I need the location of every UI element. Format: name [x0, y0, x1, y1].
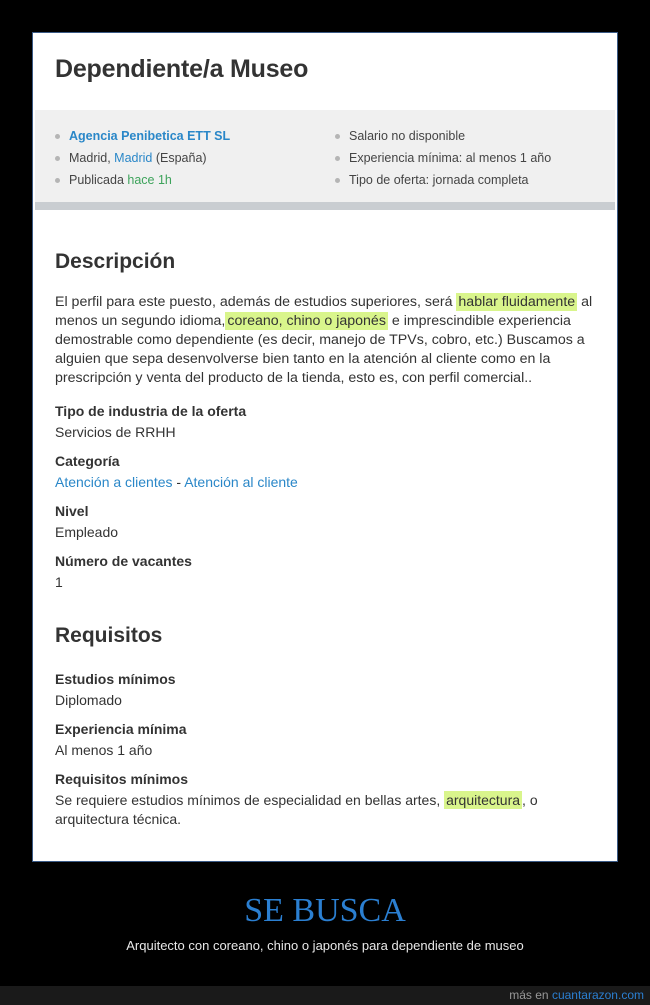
requirements-heading: Requisitos — [55, 624, 163, 647]
offer-type-text: Tipo de oferta: jornada completa — [349, 173, 529, 187]
screenshot-frame — [32, 32, 618, 862]
highlight-idiomas: coreano, chino o japonés — [227, 313, 386, 329]
level-label: Nivel — [55, 503, 89, 519]
desc-part-2: al menos un segundo idioma, — [55, 294, 593, 329]
location-city: Madrid, — [69, 151, 115, 165]
bullet-icon — [335, 156, 340, 161]
description-heading: Descripción — [55, 250, 176, 273]
min-req-part-2: , o arquitectura técnica. — [55, 792, 538, 827]
published-prefix: Publicada — [69, 173, 128, 187]
footer-prefix: más en — [509, 988, 552, 1002]
description-text — [55, 293, 605, 388]
min-experience-label: Experiencia mínima — [55, 721, 187, 737]
bullet-icon — [335, 134, 340, 139]
published-time: hace 1h — [127, 173, 172, 187]
studies-label: Estudios mínimos — [55, 671, 176, 687]
desc-part-3: e imprescindible experiencia demostrable como dependiente (es decir, manejo de TPVs, cobro, etc.) Buscamos a alguien que sepa desenvolverse bien tanto en la atención al cliente como en la prescripción y venta del producto de la tienda, esto es, con perfil comercial.. — [55, 313, 585, 386]
bullet-icon — [55, 156, 60, 161]
category-separator: - — [172, 474, 185, 490]
vacancies-value: 1 — [55, 574, 63, 590]
salary-text: Salario no disponible — [349, 129, 466, 143]
job-card — [35, 35, 615, 859]
category-link-atencion-cliente[interactable]: Atención al cliente — [184, 474, 298, 490]
field-studies — [55, 669, 605, 711]
location-link[interactable]: Madrid — [114, 151, 153, 165]
field-industry — [55, 401, 605, 443]
field-level — [55, 501, 605, 543]
category-label: Categoría — [55, 453, 120, 469]
caption-title: SE BUSCA — [244, 892, 406, 929]
level-value: Empleado — [55, 524, 119, 540]
footer-site-link[interactable]: cuantarazon.com — [551, 988, 644, 1002]
category-link-atencion-clientes[interactable]: Atención a clientes — [55, 474, 173, 490]
min-requirements-value — [55, 791, 605, 829]
field-vacancies — [55, 551, 605, 593]
min-req-part-1: Se requiere estudios mínimos de especialidad en bellas artes, — [55, 792, 445, 808]
vacancies-label: Número de vacantes — [55, 553, 192, 569]
footer-bar — [0, 986, 650, 1005]
highlight-hablar-fluidamente: hablar fluidamente — [458, 294, 576, 310]
highlight-arquitectura: arquitectura — [446, 792, 521, 808]
meta-salary — [335, 128, 551, 150]
bullet-icon — [55, 178, 60, 183]
meta-offer-type — [335, 172, 551, 194]
industry-value: Servicios de RRHH — [55, 424, 176, 440]
job-meta-right — [335, 128, 551, 194]
job-meta-left — [55, 128, 230, 194]
caption-subtitle: Arquitecto con coreano, chino o japonés para dependiente de museo — [126, 938, 524, 953]
meta-published — [55, 172, 230, 194]
industry-label: Tipo de industria de la oferta — [55, 403, 247, 419]
min-requirements-label: Requisitos mínimos — [55, 771, 189, 787]
bullet-icon — [55, 134, 60, 139]
min-experience-value: Al menos 1 año — [55, 742, 153, 758]
meta-experience — [335, 150, 551, 172]
footer-text — [509, 988, 644, 1002]
desc-part-1: El perfil para este puesto, además de estudios superiores, será — [55, 294, 457, 310]
experience-text: Experiencia mínima: al menos 1 año — [349, 151, 552, 165]
company-link[interactable]: Agencia Penibetica ETT SL — [69, 129, 231, 143]
field-category — [55, 451, 605, 493]
meta-company — [55, 128, 230, 150]
meta-location — [55, 150, 230, 172]
job-title: Dependiente/a Museo — [55, 55, 309, 83]
bullet-icon — [335, 178, 340, 183]
studies-value: Diplomado — [55, 692, 122, 708]
category-value — [55, 471, 605, 493]
field-min-experience — [55, 719, 605, 761]
field-min-requirements — [55, 769, 605, 829]
job-meta-panel — [35, 110, 615, 210]
location-country: (España) — [152, 151, 207, 165]
